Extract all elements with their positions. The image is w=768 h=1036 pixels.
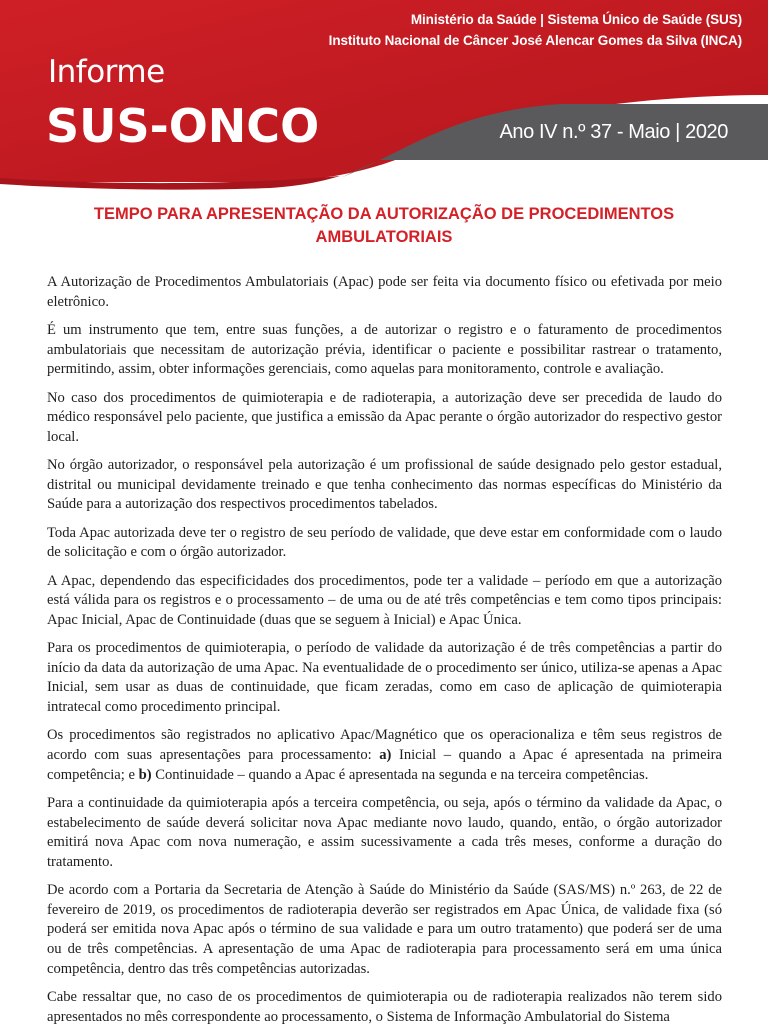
- edition-info: Ano IV n.º 37 - Maio | 2020: [499, 121, 728, 143]
- paragraph: No caso dos procedimentos de quimioterapia e de radioterapia, a autorização deve ser precedida de laudo do médico responsável pelo paciente, que justifica a emissão da Apac perante o órgão autorizador do respectivo gestor local.: [47, 389, 722, 445]
- bulletin-title: SUS-ONCO: [46, 99, 320, 153]
- paragraph: No órgão autorizador, o responsável pela autorização é um profissional de saúde designado pelo gestor estadual, distrital ou municipal devidamente treinado e que tenha conhecimento das normas específicas do Ministério da Saúde para a autorização dos respectivos procedimentos tabelados.: [47, 457, 722, 513]
- paragraph: Toda Apac autorizada deve ter o registro de seu período de validade, que deve estar em conformidade com o laudo de solicitação e com o órgão autorizador.: [47, 524, 722, 561]
- text-run: Continuidade – quando a Apac é apresentada na segunda e na terceira competências.: [151, 766, 649, 783]
- text-run: Inicial – quando a Apac é apresentada na primeira competência; e: [47, 747, 722, 783]
- paragraph: Para a continuidade da quimioterapia após a terceira competência, ou seja, após o término da validade da Apac, o estabelecimento de saúde deverá solicitar nova Apac mediante novo laudo, quando, então, o órgão autorizador emitirá nova Apac com nova numeração, e assim sucessivamente a cada três meses, conforme a duração do tratamento.: [47, 795, 722, 870]
- ministry-credits: [329, 9, 742, 51]
- paragraph: Para os procedimentos de quimioterapia, o período de validade da autorização é de três competências a partir do início da data da autorização de uma Apac. Na eventualidade de o procedimento ser único, utiliza-se apenas a Apac Inicial, sem usar as duas de continuidade, que ficam zeradas, como em caso de aplicação de quimioterapia intratecal como procedimento principal.: [47, 640, 722, 716]
- article-body: [47, 273, 722, 1036]
- paragraph: [47, 726, 722, 785]
- list-label: b): [138, 766, 152, 783]
- article-title-line: AMBULATORIAIS: [315, 228, 453, 246]
- paragraph: A Apac, dependendo das especificidades dos procedimentos, pode ter a validade – período em que a autorização está válida para os registros e o processamento – de uma ou de até três competências e tem como tipos principais: Apac Inicial, Apac de Continuidade (duas que se seguem à Inicial) e Apac Única.: [47, 572, 722, 628]
- list-label: a): [379, 747, 392, 764]
- masthead: [0, 0, 768, 190]
- article-title-line: TEMPO PARA APRESENTAÇÃO DA AUTORIZAÇÃO DE PROCEDIMENTOS: [93, 205, 675, 223]
- institute-line: Instituto Nacional de Câncer José Alencar Gomes da Silva (INCA): [328, 33, 742, 48]
- ministry-line: Ministério da Saúde | Sistema Único de Saúde (SUS): [410, 12, 742, 27]
- paragraph: A Autorização de Procedimentos Ambulatoriais (Apac) pode ser feita via documento físico ou efetivada por meio eletrônico.: [47, 274, 722, 310]
- text-run: Os procedimentos são registrados no aplicativo Apac/Magnético que os operacionaliza e têm seus registros de acordo com suas apresentações para processamento:: [47, 727, 722, 764]
- paragraph: Cabe ressaltar que, no caso de os procedimentos de quimioterapia ou de radioterapia realizados não terem sido apresentados no mês correspondente ao processamento, o Sistema de Informação Ambulatorial do Sistema: [47, 988, 722, 1025]
- paragraph: É um instrumento que tem, entre suas funções, a de autorizar o registro e o faturamento de procedimentos ambulatoriais que necessitam de autorização prévia, identificar o paciente e possibilitar rastrear o tratamento, permitindo, assim, obter informações gerenciais, como aquelas para monitoramento, controle e avaliação.: [47, 321, 722, 378]
- bulletin-kicker: Informe: [48, 54, 165, 90]
- article-title: [50, 203, 718, 249]
- paragraph: De acordo com a Portaria da Secretaria de Atenção à Saúde do Ministério da Saúde (SAS/MS) n.º 263, de 22 de fevereiro de 2019, os procedimentos de radioterapia deverão ser registrados em Apac Única, de validade fixa (só poderá ser emitida nova Apac após o término de sua validade e para um outro tratamento) que poderá ser de uma ou de três competências. A apresentação de uma Apac de radioterapia para processamento será em uma única competência, dentro das três competências autorizadas.: [47, 882, 722, 977]
